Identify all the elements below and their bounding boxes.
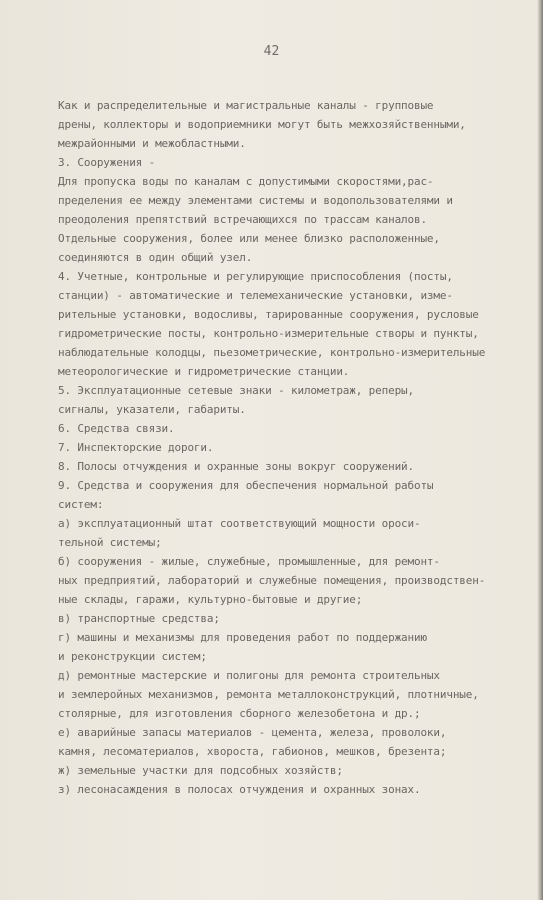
text-line: 9. Средства и сооружения для обеспечения нормальной работы bbox=[58, 479, 434, 492]
text-line: систем: bbox=[58, 498, 104, 511]
text-line: и землеройных механизмов, ремонта металлоконструкций, плотничные, bbox=[58, 688, 479, 701]
text-line: в) транспортные средства; bbox=[58, 612, 220, 625]
text-line: и реконструкции систем; bbox=[58, 650, 207, 663]
body-text bbox=[58, 96, 542, 799]
text-line: з) лесонасаждения в полосах отчуждения и охранных зонах. bbox=[58, 783, 421, 796]
text-line: ные склады, гаражи, культурно-бытовые и другие; bbox=[58, 593, 363, 606]
text-line: Для пропуска воды по каналам с допустимыми скоростями,рас- bbox=[58, 175, 434, 188]
text-line: ж) земельные участки для подсобных хозяйств; bbox=[58, 764, 343, 777]
text-line: межрайонными и межобластными. bbox=[58, 137, 246, 150]
text-line: камня, лесоматериалов, хвороста, габионов, мешков, брезента; bbox=[58, 745, 447, 758]
text-line: 4. Учетные, контрольные и регулирующие приспособления (посты, bbox=[58, 270, 453, 283]
text-line: 3. Сооружения - bbox=[58, 156, 156, 169]
text-line: сигналы, указатели, габариты. bbox=[58, 403, 246, 416]
text-line: Отдельные сооружения, более или менее близко расположенные, bbox=[58, 232, 440, 245]
text-line: г) машины и механизмы для проведения работ по поддержанию bbox=[58, 631, 427, 644]
text-line: метеорологические и гидрометрические станции. bbox=[58, 365, 350, 378]
text-line: 7. Инспекторские дороги. bbox=[58, 441, 214, 454]
text-line: Как и распределительные и магистральные каналы - групповые bbox=[58, 99, 434, 112]
text-line: преодоления препятствий встречающихся по трассам каналов. bbox=[58, 213, 427, 226]
text-line: б) сооружения - жилые, служебные, промышленные, для ремонт- bbox=[58, 555, 440, 568]
text-line: дрены, коллекторы и водоприемники могут быть межхозяйственными, bbox=[58, 118, 466, 131]
text-line: 6. Средства связи. bbox=[58, 422, 175, 435]
text-line: 8. Полосы отчуждения и охранные зоны вокруг сооружений. bbox=[58, 460, 414, 473]
text-line: станции) - автоматические и телемеханические установки, изме- bbox=[58, 289, 453, 302]
text-line: д) ремонтные мастерские и полигоны для ремонта строительных bbox=[58, 669, 440, 682]
text-line: столярные, для изготовления сборного железобетона и др.; bbox=[58, 707, 421, 720]
text-line: рительные установки, водосливы, тарированные сооружения, русловые bbox=[58, 308, 479, 321]
page-number: 42 bbox=[263, 44, 280, 59]
text-line: гидрометрические посты, контрольно-измерительные створы и пункты, bbox=[58, 327, 479, 340]
text-line: е) аварийные запасы материалов - цемента, железа, проволоки, bbox=[58, 726, 447, 739]
text-line: ных предприятий, лабораторий и служебные помещения, производствен- bbox=[58, 574, 486, 587]
text-line: а) эксплуатационный штат соответствующий мощности ороси- bbox=[58, 517, 421, 530]
text-line: наблюдательные колодцы, пьезометрические, контрольно-измерительные bbox=[58, 346, 486, 359]
text-line: соединяются в один общий узел. bbox=[58, 251, 253, 264]
page-edge-shadow bbox=[537, 0, 543, 900]
text-line: пределения ее между элементами системы и водопользователями и bbox=[58, 194, 453, 207]
text-line: 5. Эксплуатационные сетевые знаки - километраж, реперы, bbox=[58, 384, 414, 397]
text-line: тельной системы; bbox=[58, 536, 162, 549]
